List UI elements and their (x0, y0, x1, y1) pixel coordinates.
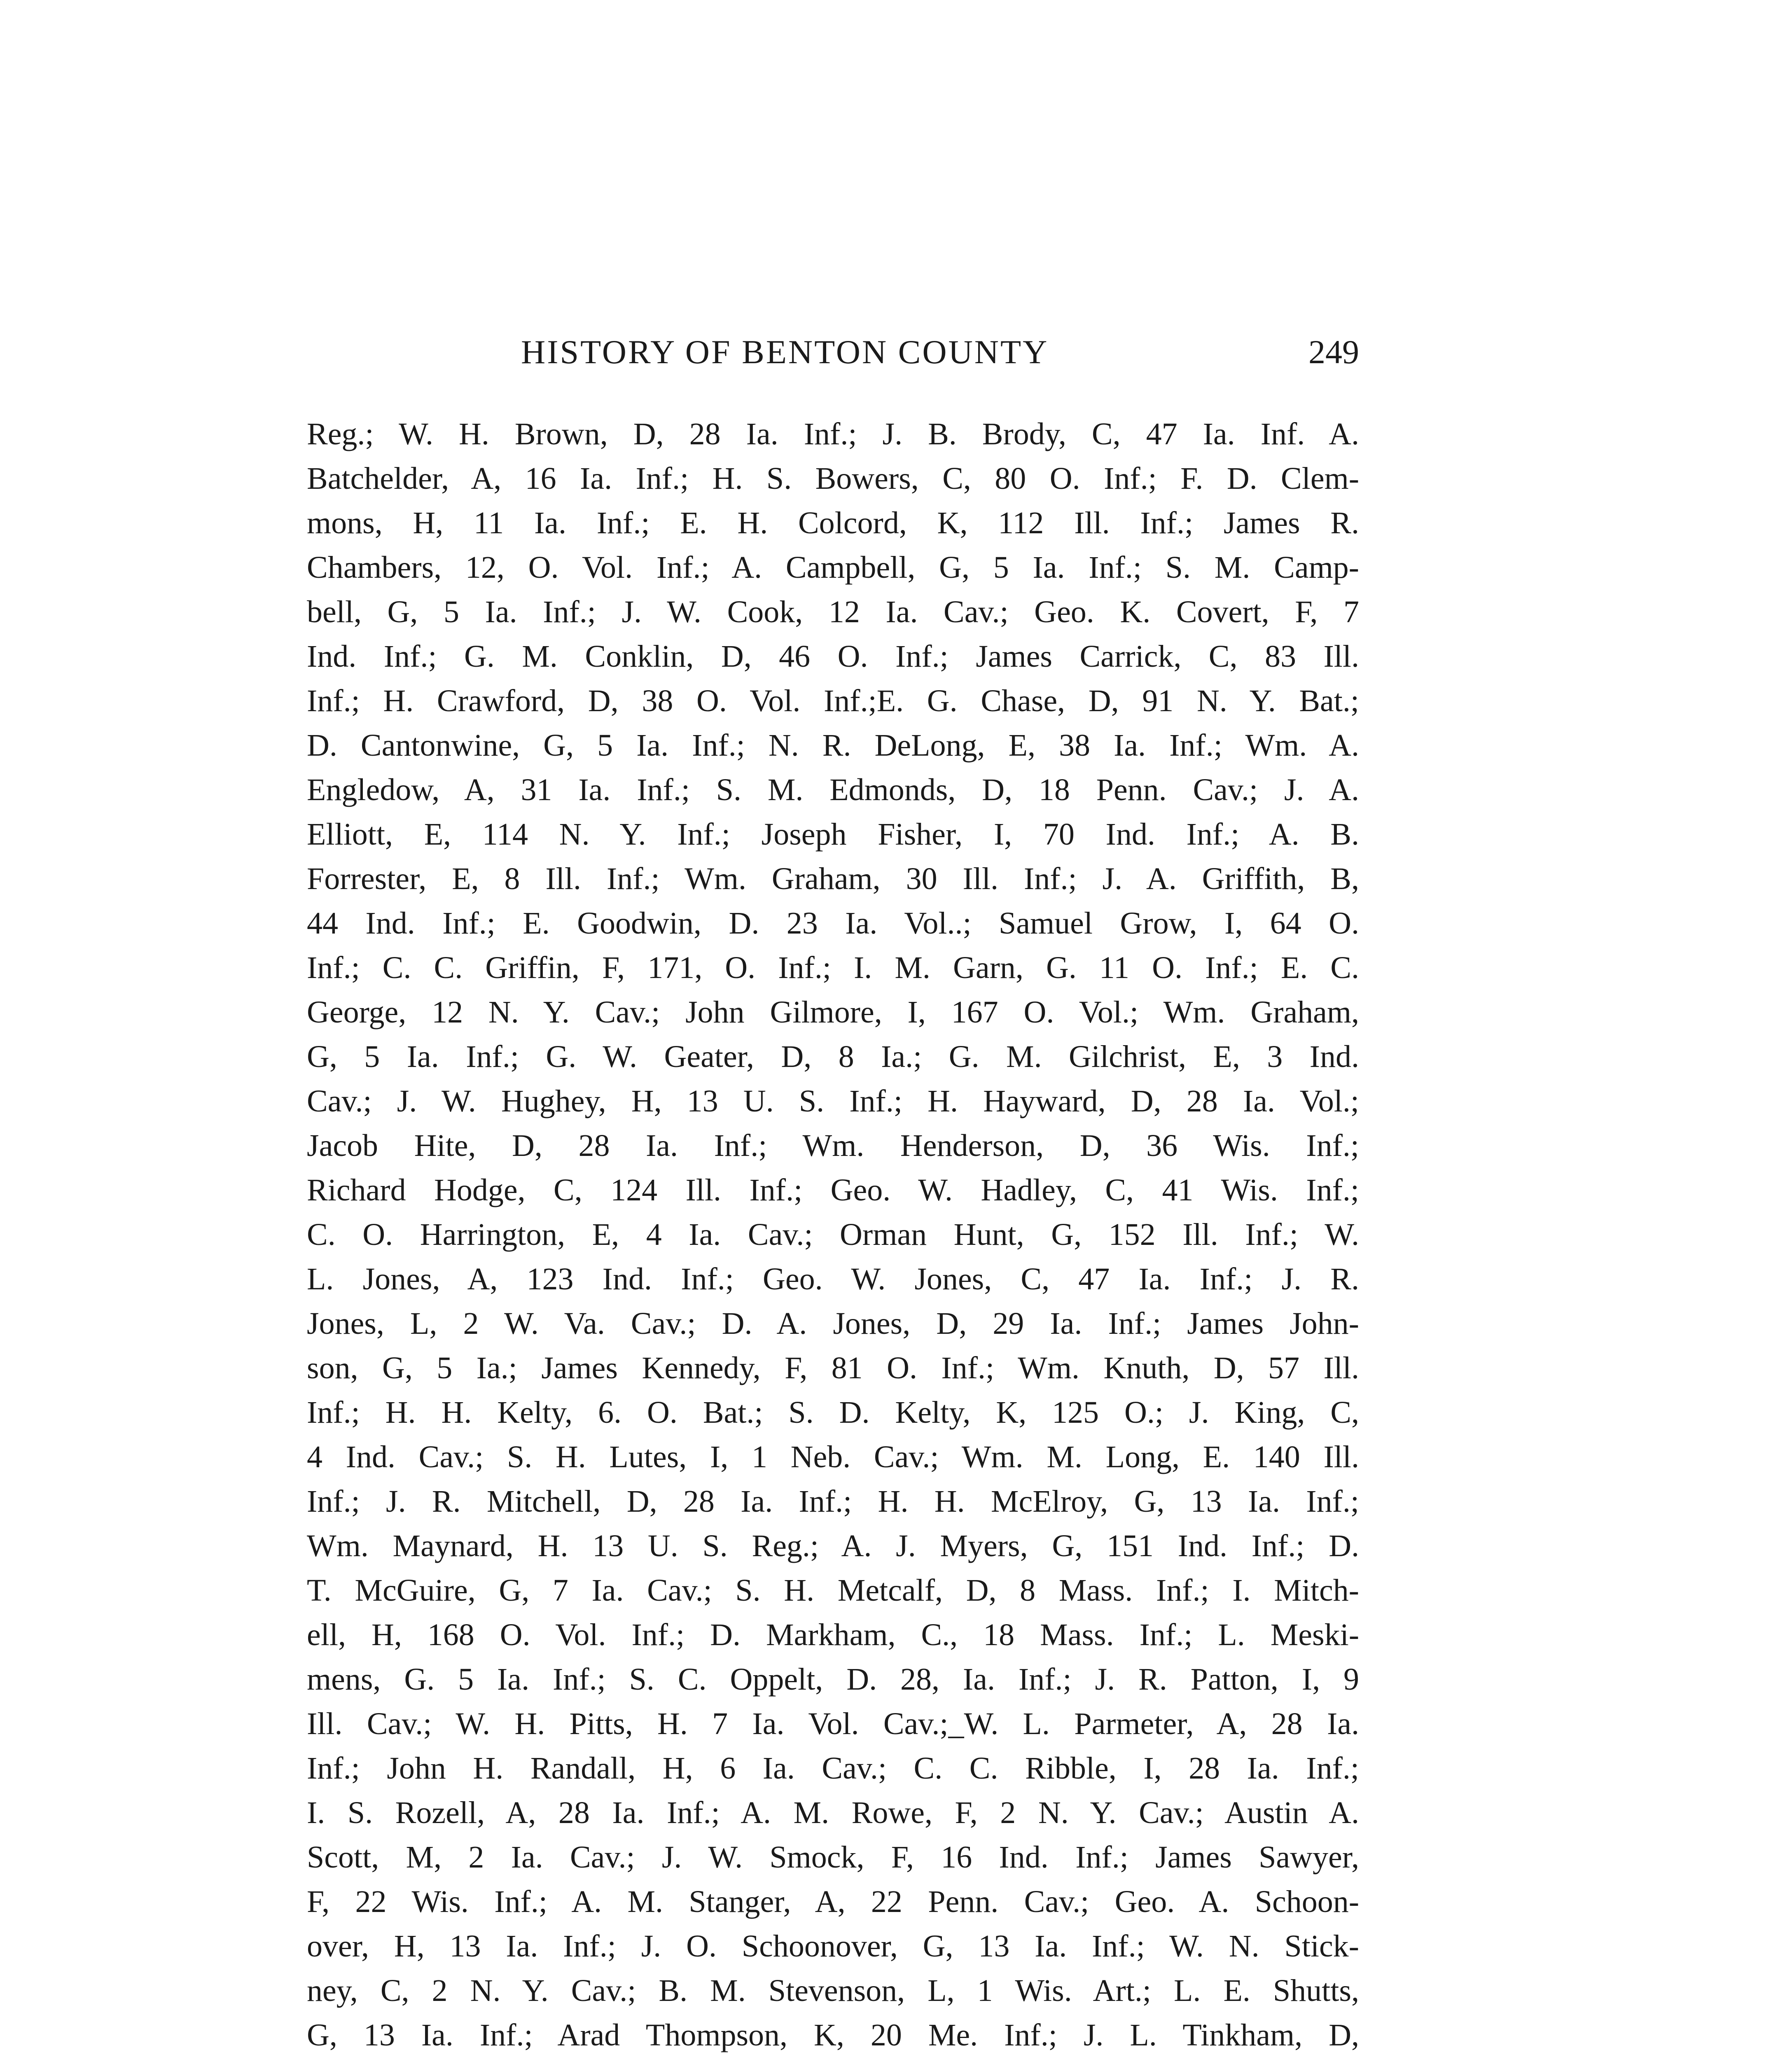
text-line: Engledow, A, 31 Ia. Inf.; S. M. Edmonds, D, 18 Penn. Cav.; J. A. (307, 773, 1359, 807)
text-line: Ill. Cav.; W. H. Pitts, H. 7 Ia. Vol. Cav.;_W. L. Parmeter, A, 28 Ia. (307, 1706, 1359, 1741)
text-line: over, H, 13 Ia. Inf.; J. O. Schoonover, G, 13 Ia. Inf.; W. N. Stick- (307, 1929, 1359, 1963)
text-line: son, G, 5 Ia.; James Kennedy, F, 81 O. Inf.; Wm. Knuth, D, 57 Ill. (307, 1351, 1359, 1385)
text-line: L. Jones, A, 123 Ind. Inf.; Geo. W. Jones, C, 47 Ia. Inf.; J. R. (307, 1262, 1359, 1296)
text-line: Jones, L, 2 W. Va. Cav.; D. A. Jones, D, 29 Ia. Inf.; James John- (307, 1306, 1359, 1341)
text-line: Wm. Maynard, H. 13 U. S. Reg.; A. J. Myers, G, 151 Ind. Inf.; D. (307, 1529, 1359, 1563)
page-header (307, 329, 1359, 375)
text-line: bell, G, 5 Ia. Inf.; J. W. Cook, 12 Ia. Cav.; Geo. K. Covert, F, 7 (307, 595, 1359, 629)
running-title: HISTORY OF BENTON COUNTY (521, 333, 1049, 371)
text-line: Scott, M, 2 Ia. Cav.; J. W. Smock, F, 16 Ind. Inf.; James Sawyer, (307, 1840, 1359, 1875)
text-line: Batchelder, A, 16 Ia. Inf.; H. S. Bowers, C, 80 O. Inf.; F. D. Clem- (307, 461, 1359, 496)
body-text (307, 412, 1359, 2059)
text-line: Richard Hodge, C, 124 Ill. Inf.; Geo. W. Hadley, C, 41 Wis. Inf.; (307, 1173, 1359, 1207)
text-line: Elliott, E, 114 N. Y. Inf.; Joseph Fisher, I, 70 Ind. Inf.; A. B. (307, 817, 1359, 852)
text-line: Forrester, E, 8 Ill. Inf.; Wm. Graham, 30 Ill. Inf.; J. A. Griffith, B, (307, 861, 1359, 896)
text-line: mens, G. 5 Ia. Inf.; S. C. Oppelt, D. 28, Ia. Inf.; J. R. Patton, I, 9 (307, 1662, 1359, 1697)
text-line: I. S. Rozell, A, 28 Ia. Inf.; A. M. Rowe, F, 2 N. Y. Cav.; Austin A. (307, 1795, 1359, 1830)
text-line: Chambers, 12, O. Vol. Inf.; A. Campbell, G, 5 Ia. Inf.; S. M. Camp- (307, 550, 1359, 585)
text-line: mons, H, 11 Ia. Inf.; E. H. Colcord, K, 112 Ill. Inf.; James R. (307, 506, 1359, 540)
text-line: T. McGuire, G, 7 Ia. Cav.; S. H. Metcalf, D, 8 Mass. Inf.; I. Mitch- (307, 1573, 1359, 1608)
text-line: D. Cantonwine, G, 5 Ia. Inf.; N. R. DeLong, E, 38 Ia. Inf.; Wm. A. (307, 728, 1359, 763)
text-line: Ind. Inf.; G. M. Conklin, D, 46 O. Inf.; James Carrick, C, 83 Ill. (307, 639, 1359, 674)
text-line: F, 22 Wis. Inf.; A. M. Stanger, A, 22 Penn. Cav.; Geo. A. Schoon- (307, 1884, 1359, 1919)
text-line: 44 Ind. Inf.; E. Goodwin, D. 23 Ia. Vol..; Samuel Grow, I, 64 O. (307, 906, 1359, 941)
text-line: ell, H, 168 O. Vol. Inf.; D. Markham, C., 18 Mass. Inf.; L. Meski- (307, 1618, 1359, 1652)
text-line: Inf.; C. C. Griffin, F, 171, O. Inf.; I. M. Garn, G. 11 O. Inf.; E. C. (307, 950, 1359, 985)
text-line: George, 12 N. Y. Cav.; John Gilmore, I, 167 O. Vol.; Wm. Graham, (307, 995, 1359, 1030)
text-line: Inf.; J. R. Mitchell, D, 28 Ia. Inf.; H. H. McElroy, G, 13 Ia. Inf.; (307, 1484, 1359, 1519)
text-line: G, 13 Ia. Inf.; Arad Thompson, K, 20 Me. Inf.; J. L. Tinkham, D, (307, 2018, 1359, 2052)
text-line: Cav.; J. W. Hughey, H, 13 U. S. Inf.; H. Hayward, D, 28 Ia. Vol.; (307, 1084, 1359, 1118)
page-number: 249 (1308, 333, 1359, 371)
text-line: Inf.; H. Crawford, D, 38 O. Vol. Inf.;E. G. Chase, D, 91 N. Y. Bat.; (307, 684, 1359, 718)
text-line: C. O. Harrington, E, 4 Ia. Cav.; Orman Hunt, G, 152 Ill. Inf.; W. (307, 1217, 1359, 1252)
text-line: ney, C, 2 N. Y. Cav.; B. M. Stevenson, L, 1 Wis. Art.; L. E. Shutts, (307, 1973, 1359, 2008)
text-line (307, 2057, 1359, 2059)
text-line: Inf.; H. H. Kelty, 6. O. Bat.; S. D. Kelty, K, 125 O.; J. King, C, (307, 1395, 1359, 1430)
text-line: Jacob Hite, D, 28 Ia. Inf.; Wm. Henderson, D, 36 Wis. Inf.; (307, 1128, 1359, 1163)
text-line: Inf.; John H. Randall, H, 6 Ia. Cav.; C. C. Ribble, I, 28 Ia. Inf.; (307, 1751, 1359, 1786)
text-line: Reg.; W. H. Brown, D, 28 Ia. Inf.; J. B. Brody, C, 47 Ia. Inf. A. (307, 417, 1359, 451)
text-line: 4 Ind. Cav.; S. H. Lutes, I, 1 Neb. Cav.; Wm. M. Long, E. 140 Ill. (307, 1440, 1359, 1474)
text-line: G, 5 Ia. Inf.; G. W. Geater, D, 8 Ia.; G. M. Gilchrist, E, 3 Ind. (307, 1039, 1359, 1074)
